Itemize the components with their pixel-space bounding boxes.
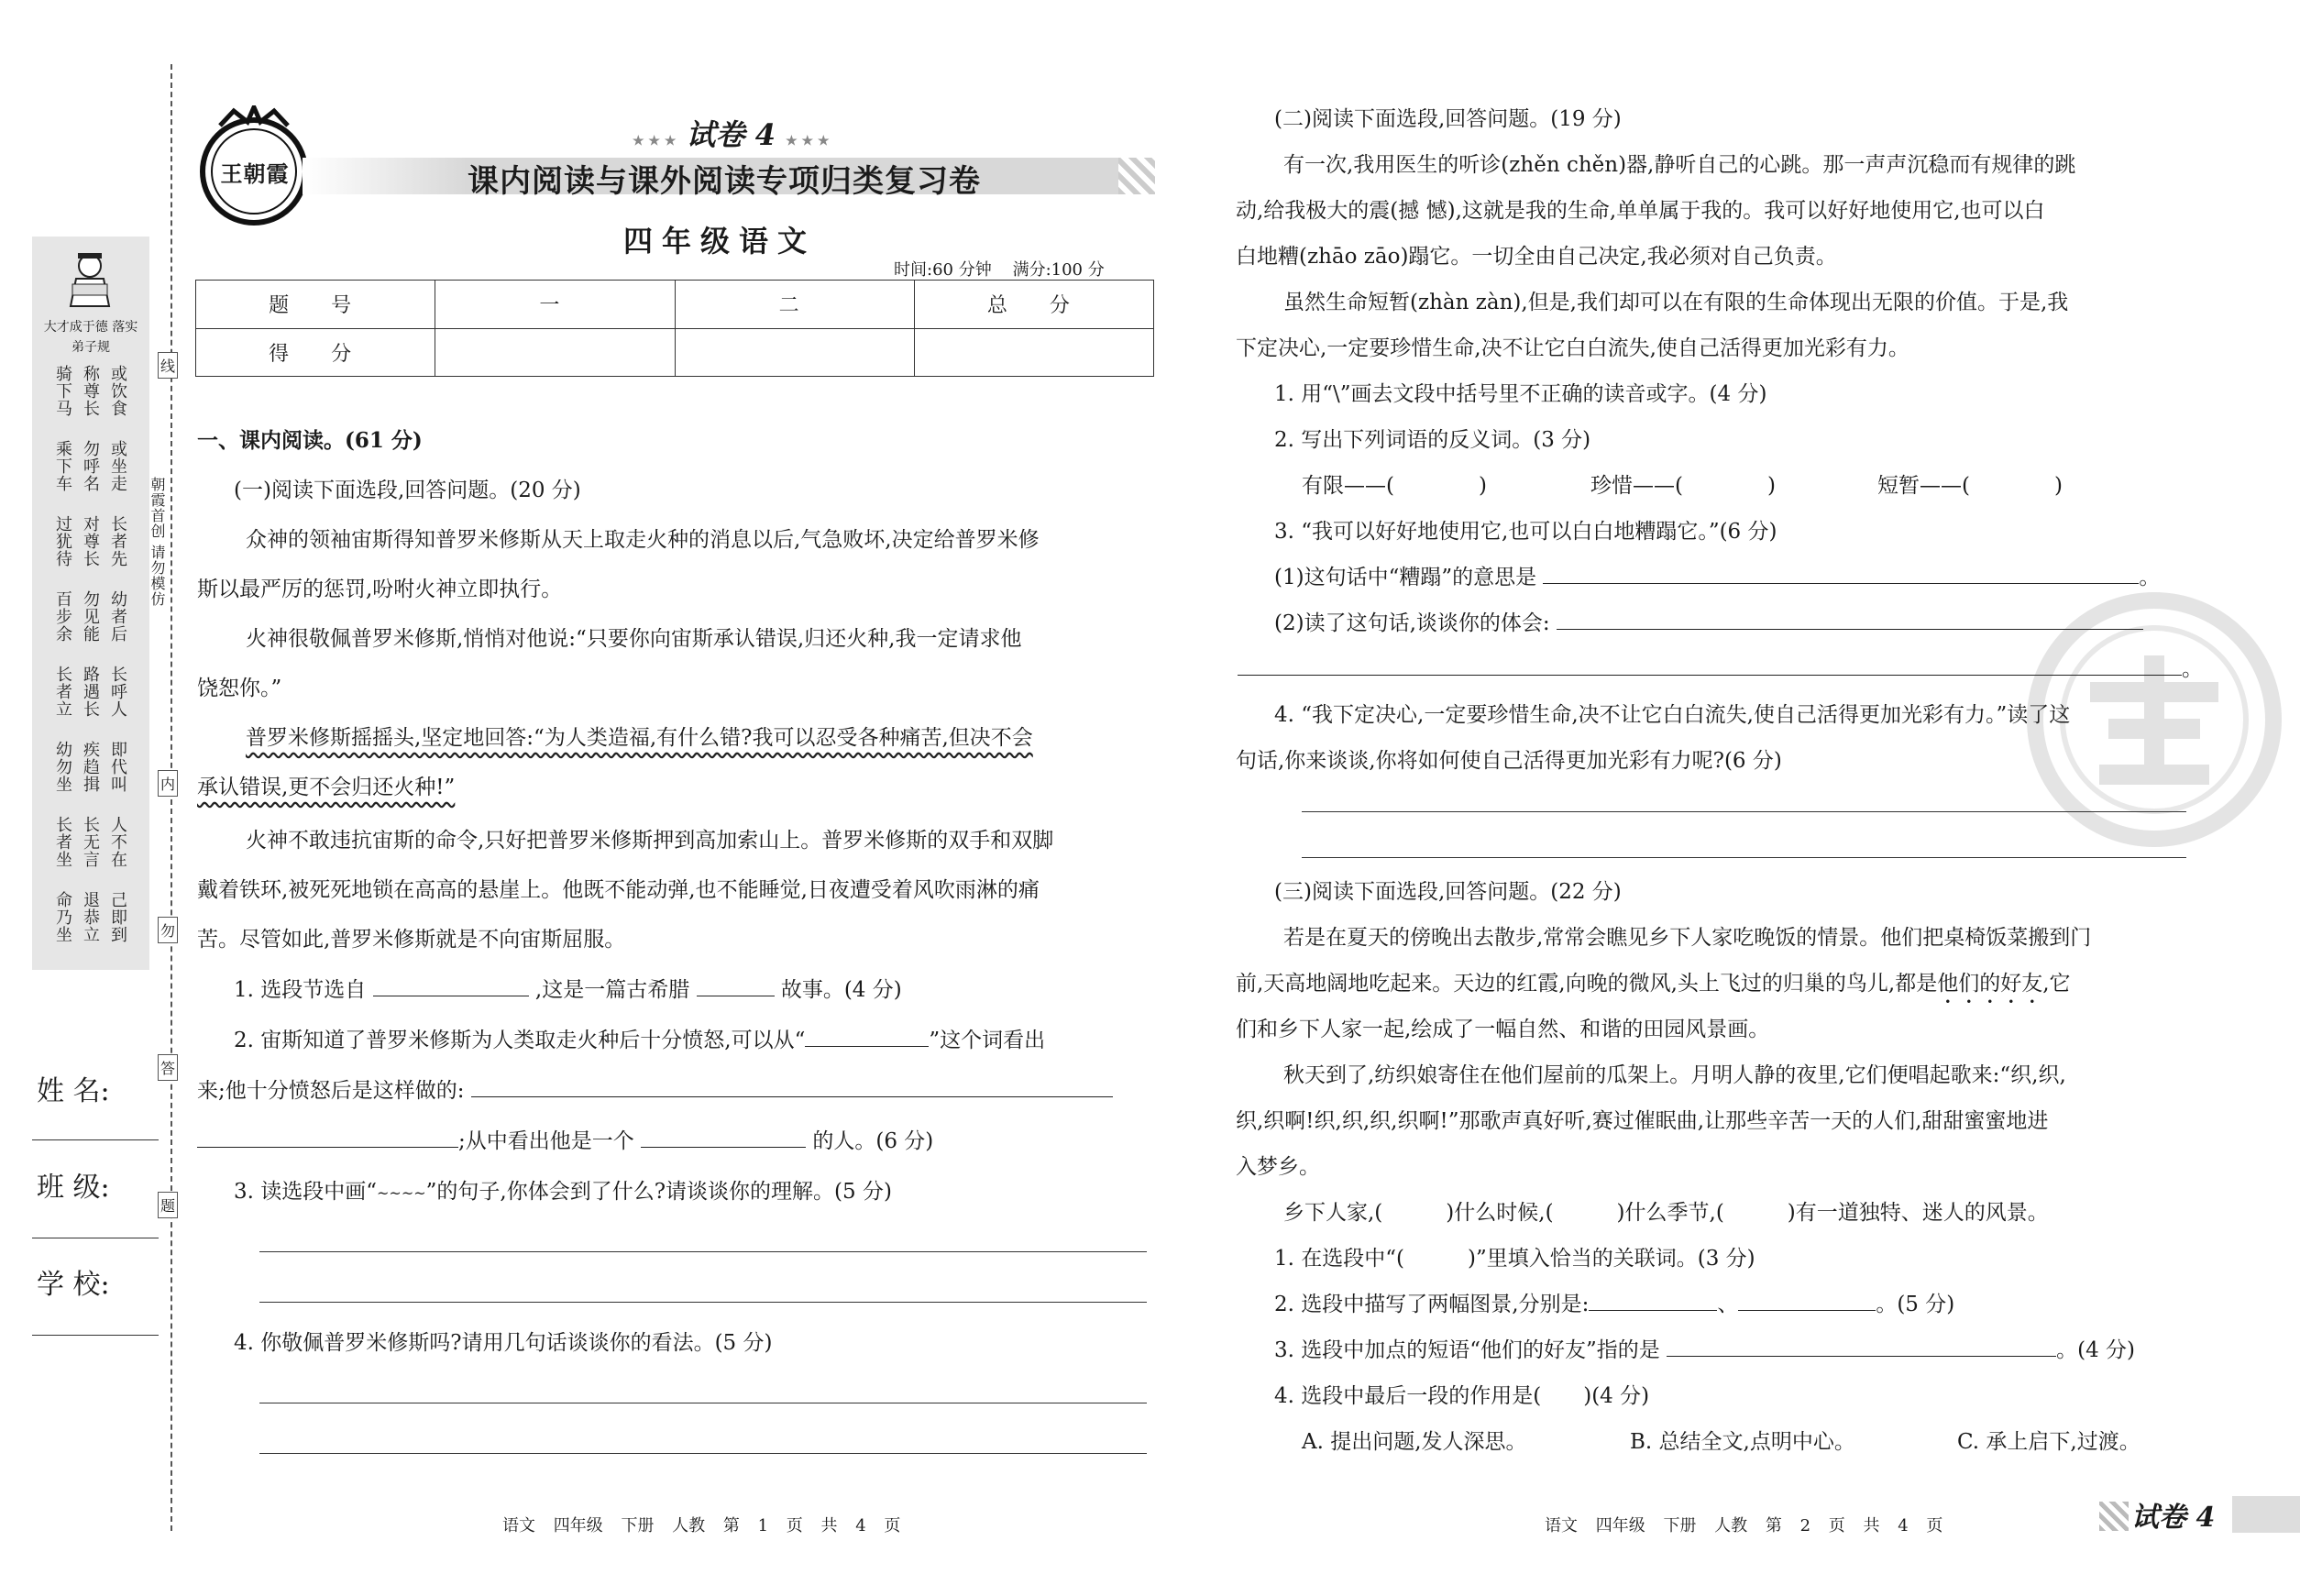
question-1-4: 4. 你敬佩普罗米修斯吗?请用几句话谈谈你的看法。(5 分) — [234, 1331, 773, 1355]
question-3-2 — [1274, 1282, 1954, 1327]
motto-col: 称尊长 — [81, 365, 100, 417]
motto-col: 幼者后 — [108, 590, 127, 643]
question-1-1 — [234, 967, 902, 1013]
page-footer-right: 语文 四年级 下册 人教 第 2 页 共 4 页 — [1545, 1516, 1943, 1535]
q-text: ,它 — [2042, 972, 2071, 996]
answer-blank[interactable] — [1543, 561, 2139, 584]
q-text: 前,天高地阔地吃起来。天边的红霞,向晚的微风,头上飞过的归巢的鸟儿,都是 — [1236, 972, 1938, 996]
question-1-3 — [234, 1169, 892, 1216]
motto-col: 百步余 — [53, 590, 72, 643]
motto-col: 命乃坐 — [53, 891, 72, 943]
question-2-3-2-cont — [1238, 646, 2203, 692]
question-2-3-1 — [1274, 555, 2160, 600]
q-text: 。(5 分) — [1876, 1293, 1955, 1316]
score-table — [195, 280, 1154, 377]
answer-blank[interactable] — [1738, 1288, 1876, 1311]
logo-text: 王朝霞 — [220, 160, 290, 187]
passage3-line — [1236, 961, 2071, 1008]
passage1-title: (一)阅读下面选段,回答问题。(20 分) — [234, 479, 581, 502]
motto-col: 己即到 — [108, 891, 127, 943]
name-field[interactable] — [32, 1139, 159, 1140]
question-2-3: 3. “我可以好好地使用它,也可以白白地糟蹋它。”(6 分) — [1274, 520, 1777, 544]
q-text: 1. 选段节选自 — [234, 978, 367, 1002]
seal-char: 线 — [158, 352, 178, 379]
passage1-line: 斯以最严厉的惩罚,吩咐火神立即执行。 — [197, 578, 563, 601]
passage3-line: 乡下人家,( )什么时候,( )什么季节,( )有一道独特、迷人的风景。 — [1283, 1201, 2049, 1225]
q-text: (2)读了这句话,谈谈你的体会: — [1274, 611, 1550, 635]
publisher-logo — [193, 105, 316, 229]
option-a[interactable]: A. 提出问题,发人深思。 — [1302, 1430, 1527, 1454]
answer-line[interactable] — [1302, 811, 2186, 812]
score-label-cell: 得 分 — [196, 328, 435, 377]
antonym-item[interactable]: 短暂——( ) — [1877, 474, 2063, 498]
passage3-line: 们和乡下人家一起,绘成了一幅自然、和谐的田园风景画。 — [1236, 1018, 1770, 1041]
passage2-line: 动,给我极大的震(撼 憾),这就是我的生命,单单属于我的。我可以好好地使用它,也可以白 — [1236, 199, 2045, 223]
score-value-cell[interactable] — [435, 328, 675, 377]
corner-badge: 试卷 4 — [2131, 1502, 2216, 1534]
passage1-line: 火神很敬佩普罗米修斯,悄悄对他说:“只要你向宙斯承认错误,归还火种,我一定请求他 — [246, 627, 1022, 651]
scholar-figure-icon — [60, 248, 120, 308]
answer-blank[interactable] — [641, 1125, 806, 1148]
q-text: ,这是一篇古希腊 — [534, 978, 690, 1002]
school-field[interactable] — [32, 1335, 159, 1336]
page-footer-left: 语文 四年级 下册 人教 第 1 页 共 4 页 — [502, 1516, 901, 1535]
motto-col: 疾趋揖 — [81, 741, 100, 793]
q-text: 3. 读选段中画“ — [234, 1180, 378, 1204]
motto-col: 幼勿坐 — [53, 741, 72, 793]
motto-col: 长呼人 — [108, 666, 127, 718]
passage1-line: 火神不敢违抗宙斯的命令,只好把普罗米修斯押到高加索山上。普罗米修斯的双手和双脚 — [246, 829, 1054, 853]
motto-col: 退恭立 — [81, 891, 100, 943]
passage1-line: 戴着铁环,被死死地锁在高高的悬崖上。他既不能动弹,也不能睡觉,日夜遭受着风吹雨淋的痛 — [197, 878, 1040, 902]
question-2-4: 4. “我下定决心,一定要珍惜生命,决不让它白白流失,使自己活得更加光彩有力。”读了这 — [1274, 703, 2071, 727]
q-text: (1)这句话中“糟蹋”的意思是 — [1274, 566, 1537, 589]
star-icon: ★ ★ ★ — [786, 134, 830, 149]
class-label: 班 级: — [37, 1172, 110, 1204]
answer-line[interactable] — [1302, 857, 2186, 858]
question-2-3-2 — [1274, 600, 2143, 646]
q-text: 的人。(6 分) — [812, 1129, 934, 1153]
passage3-line: 入梦乡。 — [1236, 1155, 1320, 1179]
motto-col: 即代叫 — [108, 741, 127, 793]
answer-blank[interactable] — [1667, 1334, 2056, 1357]
section1-heading: 一、课内阅读。(61 分) — [197, 428, 423, 453]
question-2-1: 1. 用“\”画去文段中括号里不正确的读音或字。(4 分) — [1274, 382, 1767, 406]
motto-text: 大才成于德 落实弟子规 — [43, 320, 138, 355]
question-1-2 — [234, 1018, 1045, 1063]
motto-col: 长者立 — [53, 666, 72, 718]
passage2-line: 虽然生命短暂(zhàn zàn),但是,我们却可以在有限的生命体现出无限的价值。于是,我 — [1283, 291, 2069, 314]
question-3-1: 1. 在选段中“( )”里填入恰当的关联词。(3 分) — [1274, 1247, 1755, 1271]
q-text: 2. 宙斯知道了普罗米修斯为人类取走火种后十分愤怒,可以从“ — [234, 1029, 806, 1052]
passage3-line: 若是在夏天的傍晚出去散步,常常会瞧见乡下人家吃晚饭的情景。他们把桌椅饭菜搬到门 — [1283, 926, 2092, 950]
motto-col: 骑下马 — [53, 365, 72, 417]
banner-checker — [1118, 158, 1155, 194]
answer-blank[interactable] — [1557, 607, 2143, 630]
q-text: ”这个词看出 — [929, 1029, 1046, 1052]
q-text: 、 — [1717, 1293, 1739, 1316]
motto-col: 或饮食 — [108, 365, 127, 417]
question-3-3 — [1274, 1327, 2135, 1373]
option-c[interactable]: C. 承上启下,过渡。 — [1957, 1430, 2140, 1454]
passage3-title: (三)阅读下面选段,回答问题。(22 分) — [1274, 880, 1622, 904]
score-value-cell[interactable] — [914, 328, 1153, 377]
motto-col: 勿见能 — [81, 590, 100, 643]
seal-char: 勿 — [158, 917, 178, 943]
motto-col: 长无言 — [81, 816, 100, 868]
q-text: 故事。(4 分) — [780, 978, 902, 1002]
q-text: 。 — [2182, 657, 2203, 681]
paper-badge-text: 试卷 4 — [686, 117, 776, 152]
q-text: ”的句子,你体会到了什么?请谈谈你的理解。(5 分) — [425, 1180, 892, 1204]
motto-col: 对尊长 — [81, 515, 100, 567]
motto-col: 路遇长 — [81, 666, 100, 718]
answer-blank[interactable] — [471, 1074, 1113, 1097]
exam-title: 课内阅读与课外阅读专项归类复习卷 — [468, 163, 981, 200]
passage1-line: 苦。尽管如此,普罗米修斯就是不向宙斯屈服。 — [197, 928, 626, 952]
motto-col: 人不在 — [108, 816, 127, 868]
copyright-note: 朝霞首创 请勿模仿 — [149, 477, 166, 608]
q-text: 2. 选段中描写了两幅图景,分别是: — [1274, 1293, 1590, 1316]
score-row-values — [196, 328, 1154, 377]
question-1-2-cont — [197, 1068, 1113, 1114]
passage1-wavy-line: 普罗米修斯摇摇头,坚定地回答:“为人类造福,有什么错?我可以忍受各种痛苦,但决不会 — [246, 726, 1033, 750]
q-text: 来;他十分愤怒后是这样做的: — [197, 1079, 465, 1103]
corner-badge-checker — [2099, 1502, 2129, 1531]
name-label: 姓 名: — [37, 1075, 110, 1107]
answer-blank[interactable] — [1238, 653, 2182, 676]
question-1-2-cont — [197, 1118, 933, 1164]
school-label: 学 校: — [37, 1269, 110, 1301]
seal-char: 题 — [158, 1192, 178, 1218]
paper-badge — [633, 112, 830, 154]
motto-columns — [41, 365, 142, 961]
answer-line[interactable] — [259, 1302, 1147, 1303]
score-header-cell: 二 — [675, 281, 914, 329]
passage1-line: 众神的领袖宙斯得知普罗米修斯从天上取走火种的消息以后,气急败坏,决定给普罗米修 — [246, 528, 1040, 552]
q-text: 。(4 分) — [2056, 1338, 2135, 1362]
q-text: 。 — [2139, 566, 2161, 589]
score-header-cell: 总 分 — [914, 281, 1153, 329]
seal-char: 答 — [158, 1054, 178, 1081]
q-text: ;从中看出他是一个 — [458, 1129, 634, 1153]
q-text: 3. 选段中加点的短语“他们的好友”指的是 — [1274, 1338, 1660, 1362]
score-header-cell: 一 — [435, 281, 675, 329]
option-b[interactable]: B. 总结全文,点明中心。 — [1630, 1430, 1855, 1454]
seal-char: 内 — [158, 770, 178, 797]
passage3-line: 织,织啊!织,织,织,织啊!”那歌声真好听,赛过催眠曲,让那些辛苦一天的人们,甜甜蜜蜜地进 — [1236, 1109, 2049, 1133]
question-2-2: 2. 写出下列词语的反义词。(3 分) — [1274, 428, 1591, 452]
star-icon: ★ ★ ★ — [633, 134, 677, 149]
answer-blank[interactable] — [197, 1125, 458, 1148]
passage1-wavy-line: 承认错误,更不会归还火种!” — [197, 776, 456, 799]
motto-col: 勿呼名 — [81, 440, 100, 492]
motto-col: 长者先 — [108, 515, 127, 567]
motto-panel — [32, 237, 149, 970]
wavy-mark: ~~~~ — [377, 1184, 426, 1202]
question-2-4-cont: 句话,你来谈谈,你将如何使自己活得更加光彩有力呢?(6 分) — [1236, 749, 1782, 773]
answer-blank[interactable] — [805, 1024, 929, 1047]
passage2-line: 有一次,我用医生的听诊(zhěn chěn)器,静听自己的心跳。那一声声沉稳而有规律的跳 — [1283, 153, 2076, 177]
motto-col: 长者坐 — [53, 816, 72, 868]
answer-blank[interactable] — [697, 974, 775, 996]
motto-col: 乘下车 — [53, 440, 72, 492]
antonym-item[interactable]: 珍惜——( ) — [1590, 474, 1776, 498]
corner-badge-strip — [2232, 1496, 2300, 1533]
exam-subtitle: 四年级语文 — [623, 224, 817, 259]
exam-meta: 时间:60 分钟 满分:100 分 — [894, 260, 1105, 280]
dotted-phrase: 他们的好友 — [1937, 972, 2043, 996]
passage2-line: 下定决心,一定要珍惜生命,决不让它白白流失,使自己活得更加光彩有力。 — [1236, 336, 1909, 360]
passage2-title: (二)阅读下面选段,回答问题。(19 分) — [1274, 107, 1622, 131]
score-header-cell: 题 号 — [196, 281, 435, 329]
score-value-cell[interactable] — [675, 328, 914, 377]
motto-col: 或坐走 — [108, 440, 127, 492]
answer-blank[interactable] — [373, 974, 529, 996]
passage2-line: 白地糟(zhāo zāo)蹋它。一切全由自己决定,我必须对自己负责。 — [1236, 245, 1837, 269]
score-row-header — [196, 281, 1154, 329]
binding-dashed-line — [171, 64, 172, 1531]
answer-blank[interactable] — [1589, 1288, 1717, 1311]
question-3-4: 4. 选段中最后一段的作用是( )(4 分) — [1274, 1384, 1650, 1408]
passage3-line: 秋天到了,纺织娘寄住在他们屋前的瓜架上。月明人静的夜里,它们便唱起歌来:“织,织, — [1283, 1063, 2066, 1087]
motto-col: 过犹待 — [53, 515, 72, 567]
answer-line[interactable] — [259, 1251, 1147, 1252]
answer-line[interactable] — [259, 1453, 1147, 1454]
passage1-line: 饶恕你。” — [197, 677, 282, 700]
antonym-item[interactable]: 有限——( ) — [1302, 474, 1487, 498]
